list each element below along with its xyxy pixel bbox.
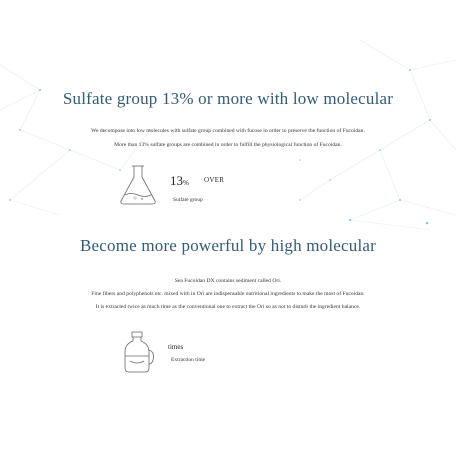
sulfate-stat-value: 13	[170, 173, 183, 188]
section2-heading: Become more powerful by high molecular	[79, 236, 377, 255]
flask-icon	[115, 163, 161, 207]
section2-text-line3: It is extracted twice as much time as the conventional one to extract the Ori so as not to disturb the ingredient balance.	[95, 304, 361, 310]
bottle-icon	[117, 330, 157, 374]
sulfate-stat-caption: Sulfate group	[173, 197, 203, 203]
section2-text-line1: Sea Fucoidan DX contains sediment called Ori.	[174, 278, 282, 284]
sulfate-stat-suffix: OVER	[204, 176, 225, 184]
extraction-stat-caption: Extraction time	[171, 357, 206, 363]
sulfate-stat	[170, 172, 189, 190]
extraction-stat-label: times	[168, 343, 184, 351]
section1-text-line2: More than 13% sulfate groups are combined in order to fulfill the physiological function of Fucoidan.	[114, 142, 342, 148]
section1-heading: Sulfate group 13% or more with low molecular	[62, 89, 394, 108]
section1-text-line1: We decompose into low molecules with sulfate group combined with fucose in order to preserve the function of Fucoidan.	[91, 128, 365, 134]
sulfate-stat-unit: %	[183, 179, 189, 187]
section2-text-line2: Fine fibers and polyphenols etc. mixed with in Ori are indispensable nutritional ingredients to make the most of Fucoidan.	[91, 291, 365, 297]
